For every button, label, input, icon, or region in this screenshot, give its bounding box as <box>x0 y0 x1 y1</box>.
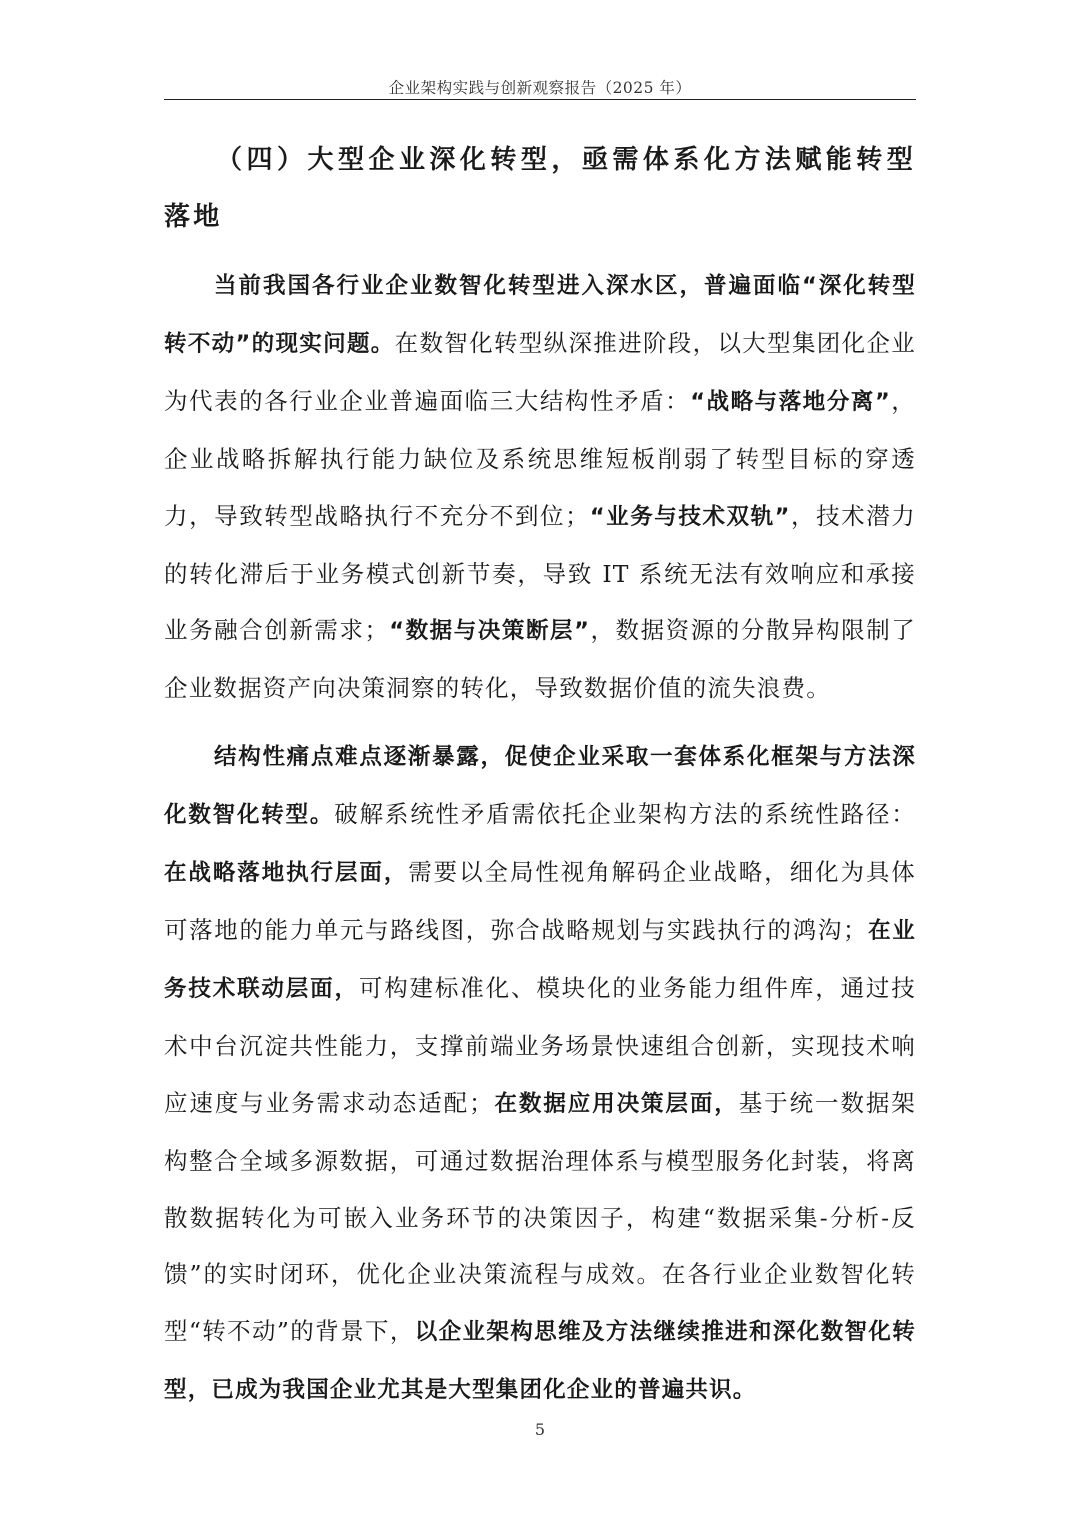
level-data-decision: 在数据应用决策层面， <box>493 1090 739 1117</box>
page-number: 5 <box>534 1420 546 1439</box>
para2-text: 破解系统性矛盾需依托企业架构方法的系统性路径： <box>334 800 916 829</box>
para2-text: 可构建标准化、模块化的业务能力组件库，通过技术中台沉淀共性能力，支撑前端业务场景快速组合创新，实现技术响应速度与业务需求动态适配； <box>164 973 916 1117</box>
running-header: 企业架构实践与创新观察报告（2025 年） <box>388 79 692 97</box>
section-heading: （四）大型企业深化转型，亟需体系化方法赋能转型落地 <box>164 145 916 232</box>
para1-lead-sentence: 当前我国各行业企业数智化转型进入深水区，普遍面临“深化转型转不动”的现实问题。 <box>164 273 916 357</box>
contradiction-strategy: “战略与落地分离” <box>690 388 891 415</box>
paragraph-2 <box>164 728 916 1419</box>
para2-conclusion: 以企业架构思维及方法继续推进和深化数智化转型，已成为我国企业尤其是大型集团化企业的普遍共识。 <box>164 1319 916 1404</box>
contradiction-business-tech: “业务与技术双轨” <box>589 503 791 530</box>
para2-text: 基于统一数据架构整合全域多源数据，可通过数据治理体系与模型服务化封装，将离散数据转化为可嵌入业务环节的决策因子，构建“数据采集-分析-反馈”的实时闭环，优化企业决策流程与成效。在各行业企业数智化转型“转不动”的背景下， <box>164 1088 916 1346</box>
para1-text: 在数智化转型纵深推进阶段，以大型集团化企业为代表的各行业企业普遍面临三大结构性矛盾： <box>164 328 916 415</box>
para2-text: 需要以全局性视角解码企业战略，细化为具体可落地的能力单元与路线图，弥合战略规划与实践执行的鸿沟； <box>164 858 916 944</box>
para2-lead-sentence: 结构性痛点难点逐渐暴露，促使企业采取一套体系化框架与方法深化数智化转型。 <box>164 744 916 829</box>
header-rule <box>164 99 916 100</box>
para1-text: ，数据资源的分散异构限制了企业数据资产向决策洞察的转化，导致数据价值的流失浪费。 <box>164 616 916 703</box>
contradiction-data-decision: “数据与决策断层” <box>389 618 591 645</box>
paragraph-1 <box>164 257 916 717</box>
para1-text: ，技术潜力的转化滞后于业务模式创新节奏，导致 IT 系统无法有效响应和承接业务融合创新需求； <box>164 501 916 645</box>
level-strategy-execution: 在战略落地执行层面， <box>164 860 409 887</box>
para1-text: ，企业战略拆解执行能力缺位及系统思维短板削弱了转型目标的穿透力，导致转型战略执行不充分不到位； <box>164 386 916 530</box>
body-text <box>164 132 916 1419</box>
level-business-tech: 在业务技术联动层面， <box>164 917 916 1002</box>
